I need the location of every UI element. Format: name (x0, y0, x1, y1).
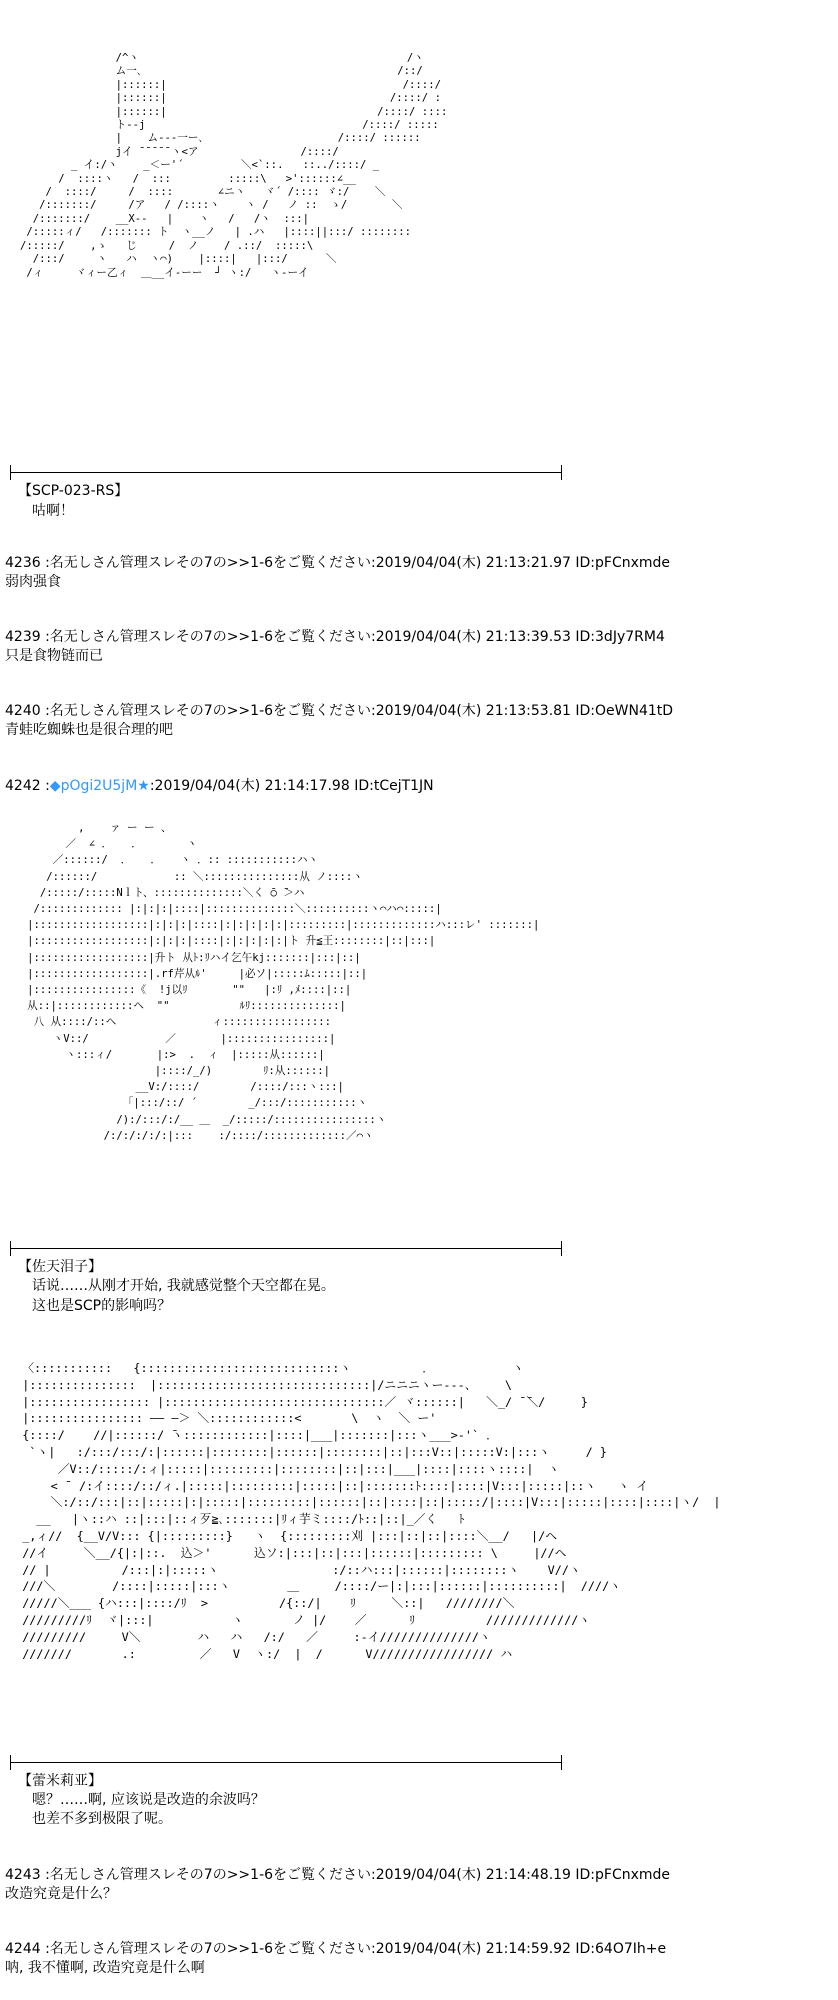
speaker-name: 【佐天泪子】 (18, 1259, 102, 1275)
divider-cap-left (10, 1755, 11, 1770)
post-number: 4242 : (5, 778, 50, 794)
post-header-trip (5, 777, 434, 795)
post-body: 改造究竟是什么？ (5, 1886, 117, 1902)
ascii-art-creature: /^ヽ /ヽ ム一､ /::/ |::::::| /::::/ |::::::| /::::/ : |::::::| /::::/ :::: ト--j /::::/ ::::: | ム---一ー､ /::::/ :::::: jイ ̄ ̄ ̄ ̄ ̄ ヽ<ア /::::/ _ イ:/ヽ _＜ー'´ ＼<`::. ::../::::/ _ / ::::ヽ / ::: :::::\ >'::::::∠__ / ::::/ / :::: ∠ニヽ ヾ´ /:::: ゞ:/ ＼ /:::::::/ /ア / /::::ヽ ヽ / ノ :: ゝ/ ＼ /:::::::/ __X-- | ヽ / /ヽ :::| /:::::ィ/ /::::::: ト ヽ__ノ | .ハ |::::||:::/ :::::::: /:::::/ ,ゝ じ / ノ / .::/ :::::\ /:::/ ヽ ハ ヽ⌒) |::::| |:::/ ＼ /ィ ヾィー乙ィ ＿__イ-ーー ┘ ヽ:/ ヽ-ーイ (20, 52, 448, 279)
post-body: 呐, 我不懂啊, 改造究竟是什么啊 (5, 1960, 205, 1976)
ascii-art-remilia: 〈::::::::::: {::::::::::::::::::::::::::::ヽ ． ヽ |::::::::::::::: |::::::::::::::::::::::::::::::|/ニニニヽー---、 \ |::::::::::::::::: |:::::::::::::::::::::::::::::::／ ヾ::::::| ＼_/ ̄ ̄＼/ } |:::::::::::::::: ―― ―＞ ＼::::::::::::< \ ヽ ＼ ー' {::::/ //|::::::/ ̄ヽ::::::::::::|::::|___|:::::::|:::ヽ___>-'` ． `ヽ| :/:::/:::/:|::::::|::::::::|::::::|::::::::|::|:::V::|:::::V:|:::ヽ / } ／V::/:::::/:ィ|:::::|:::::::::|::::::::|::|:::|___|::::|::::ヽ::::| ヽ < ¯ /:イ::::/::/ィ.|:::::|:::::::::|:::::|::|:::::::ﾄ::::|::::|V:::|:::::|::ヽ ヽ イ ＼:/::/:::|::|:::::|:|:::::|:::::::::|::::::|::|::::|::|:::::/|::::|V:::|:::::|::::|::::|ヽ/ | __ |ヽ::ハ ::|:::|::ィ歹≧､:::::::|ﾘィ芋ミ::::/ﾄ::|::|_／く ﾄ _,ィ// {__V/V::: {|:::::::::} ヽ {:::::::::刈 |:::|::|::|::::＼__/ |/ヘ //イ ＼__/{|:|::. 込＞' 込ソ:|:::|::|:::|::::::|::::::::: \ |//ヘ // | /:::|:|:::::ヽ :/::ハ:::|::::::|::::::::ヽ V//ヽ ///＼ /::::|:::::|:::ヽ ＿ /::::/ー|:|:::|::::::|::::::::::| ////ヽ /////＼___ {ハ:::|::::/ﾘ > /{::/| ﾘ ＼::| ////////＼ /////////ﾘ ヾ|:::| ヽ ノ |/ ／ ﾘ /////////////ヽ ///////// V＼ ハ ハ /:/ ／ :-イ//////////////ヽ /////// .: ／ V ヽ:/ | / V///////////////// ハ (22, 1361, 721, 1661)
post-header: 4243 :名无しさん管理スレその7の>>1-6をご覧ください:2019/04/04(木) 21:14:48.19 ID:pFCnxmde (5, 1867, 671, 1883)
post-header: 4244 :名无しさん管理スレその7の>>1-6をご覧ください:2019/04/04(木) 21:14:59.92 ID:64O7Ih+e (5, 1941, 667, 1957)
post-header: 4240 :名无しさん管理スレその7の>>1-6をご覧ください:2019/04/04(木) 21:13:53.81 ID:OeWN41tD (5, 703, 674, 719)
post-header: 4239 :名无しさん管理スレその7の>>1-6をご覧ください:2019/04/04(木) 21:13:39.53 ID:3dJy7RM4 (5, 629, 665, 645)
divider-cap-right (561, 465, 562, 480)
speaker-name: 【蕾米莉亚】 (18, 1773, 102, 1789)
post-meta: :2019/04/04(木) 21:14:17.98 ID:tCejT1JN (149, 778, 434, 794)
divider-cap-left (10, 465, 11, 480)
speaker-line: 也差不多到极限了呢。 (32, 1811, 172, 1827)
speaker-line: 咕啊！ (32, 503, 74, 519)
post-divider (10, 1762, 562, 1763)
speaker-name: 【SCP-023-RS】 (18, 483, 129, 499)
post-divider (10, 1248, 562, 1249)
post-body: 青蛙吃蜘蛛也是很合理的吧 (5, 722, 173, 738)
post-body: 弱肉强食 (5, 574, 61, 590)
author-trip[interactable]: ◆pOgi2U5jM★ (49, 778, 150, 794)
speaker-line: 嗯？……啊, 应该说是改造的余波吗？ (32, 1792, 265, 1808)
post-divider (10, 472, 562, 473)
ascii-art-saten: , ァ ー ー 、 ／ ∠ ． ． ヽ ／::::::/ ． ． ヽ ．:: :::::::::::ハヽ /::::::/ :: ＼:::::::::::::::从 ノ::::ヽ /:::::/:::::Nｌト、::::::::::::::＼く ̄○ ̄＞ハ /::::::::::::: |:|:|:|::::|::::::::::::::＼::::::::::ヽ⌒ハ⌒:::::| |::::::::::::::::::|:|:|:|::::|:|:|:|:|:|:::::::::|:::::::::::::ハ:::レ' :::::::| |::::::::::::::::::|:|:|:|::::|:|:|:|:|:|ト 升≦王::::::::|::|:::| |::::::::::::::::::|升ト 从ﾄ:ﾘハイ乞午kj:::::::|:::|::| |::::::::::::::::::|.rf芹从ﾙ' |必ソ|:::::ﾑ:::::|::| |::::::::::::::::《 !j以ﾘ "" |:ﾘ ,ﾒ::::|::| 从::|::::::::::::ヘ "" ﾙﾘ::::::::::::::| 八 从::::/::ヘ ィ::::::::::::::::: ヽV::/ ／ |::::::::::::::::| ヽ:::ィ/ |:> . ィ |:::::从::::::| |::::/_/) ﾘ:从::::::| __V:/::::/ /::::/:::ヽ:::| 「|:::/::/ ´ _/:::/:::::::::::ヽ /):/:::/:/__ ＿ _/:::::/::::::::::::::::ヽ /:/:/:/:/:|::: :/::::/:::::::::::::／⌒ヽ (27, 822, 540, 1142)
post-header: 4236 :名无しさん管理スレその7の>>1-6をご覧ください:2019/04/04(木) 21:13:21.97 ID:pFCnxmde (5, 555, 671, 571)
speaker-line: 这也是SCP的影响吗？ (32, 1298, 172, 1314)
divider-cap-right (561, 1755, 562, 1770)
divider-cap-right (561, 1241, 562, 1256)
post-body: 只是食物链而已 (5, 648, 103, 664)
divider-cap-left (10, 1241, 11, 1256)
speaker-line: 话说……从刚才开始, 我就感觉整个天空都在晃。 (32, 1278, 335, 1294)
